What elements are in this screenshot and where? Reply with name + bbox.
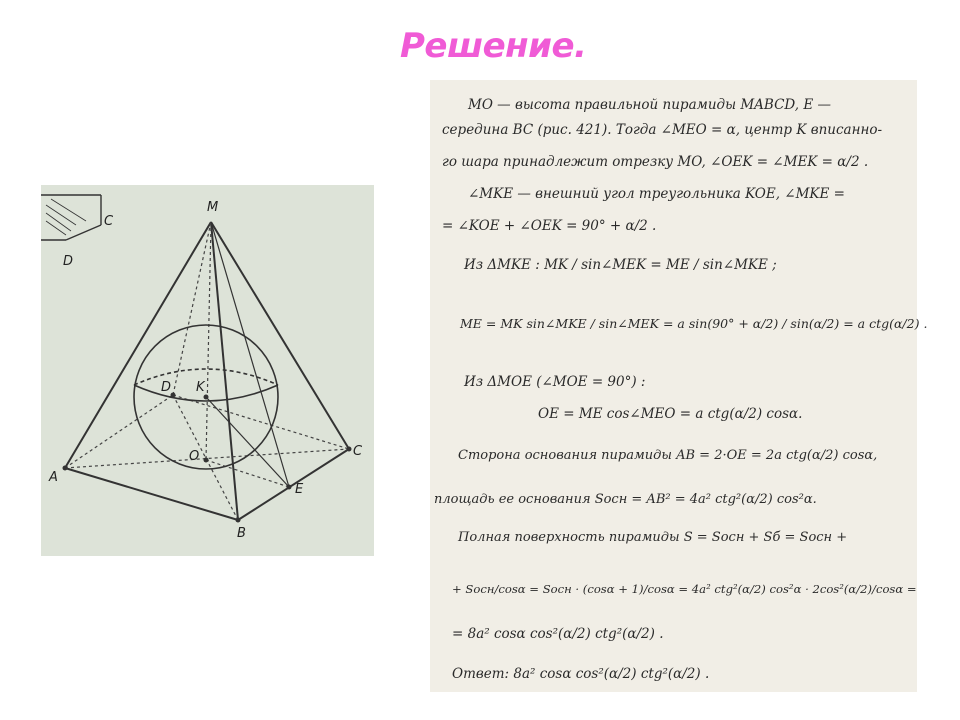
label-D-small: D <box>63 254 74 269</box>
label-O: O <box>189 449 200 464</box>
solution-line: Сторона основания пирамиды AB = 2·OE = 2a ctg(α/2) cosα, <box>458 448 878 463</box>
solution-line: ∠MKE — внешний угол треугольника KOE, ∠MKE = <box>468 186 845 202</box>
solution-answer: Ответ: 8a² cosα cos²(α/2) ctg²(α/2) . <box>452 666 710 682</box>
solution-line: + Sосн/cosα = Sосн · (cosα + 1)/cosα = 4a² ctg²(α/2) cos²α · 2cos²(α/2)/cosα = <box>452 582 917 596</box>
pyramid-drawing <box>41 185 374 556</box>
label-D: D <box>161 380 172 395</box>
solution-line: середина BC (рис. 421). Тогда ∠MEO = α, центр K вписанно- <box>442 122 883 138</box>
solution-line: Полная поверхность пирамиды S = Sосн + Sб = Sосн + <box>458 530 848 545</box>
slide-title: Решение. <box>400 26 587 66</box>
solution-text-scan <box>430 80 928 692</box>
solution-line: MO — высота правильной пирамиды MABCD, E — <box>468 97 831 113</box>
label-K: K <box>196 380 205 395</box>
solution-line: го шара принадлежит отрезку MO, ∠OEK = ∠MEK = α/2 . <box>442 154 869 170</box>
label-C: C <box>353 444 363 459</box>
label-E: E <box>295 482 304 497</box>
label-C-small: C <box>104 214 114 229</box>
label-A: A <box>49 470 58 485</box>
solution-line: Из ΔMKE : MK / sin∠MEK = ME / sin∠MKE ; <box>464 257 777 273</box>
solution-line: = 8a² cosα cos²(α/2) ctg²(α/2) . <box>452 626 664 642</box>
solution-line: ME = MK sin∠MKE / sin∠MEK = a sin(90° + α/2) / sin(α/2) = a ctg(α/2) . <box>460 316 928 331</box>
label-B: B <box>237 526 246 541</box>
solution-line: = ∠KOE + ∠OEK = 90° + α/2 . <box>442 218 657 234</box>
cube-fragment <box>41 195 101 240</box>
solution-line: площадь ее основания Sосн = AB² = 4a² ctg²(α/2) cos²α. <box>434 492 817 507</box>
label-M: M <box>207 200 219 215</box>
pyramid-figure <box>41 185 374 556</box>
solution-line: OE = ME cos∠MEO = a ctg(α/2) cosα. <box>538 406 803 422</box>
solution-line: Из ΔMOE (∠MOE = 90°) : <box>464 374 646 390</box>
